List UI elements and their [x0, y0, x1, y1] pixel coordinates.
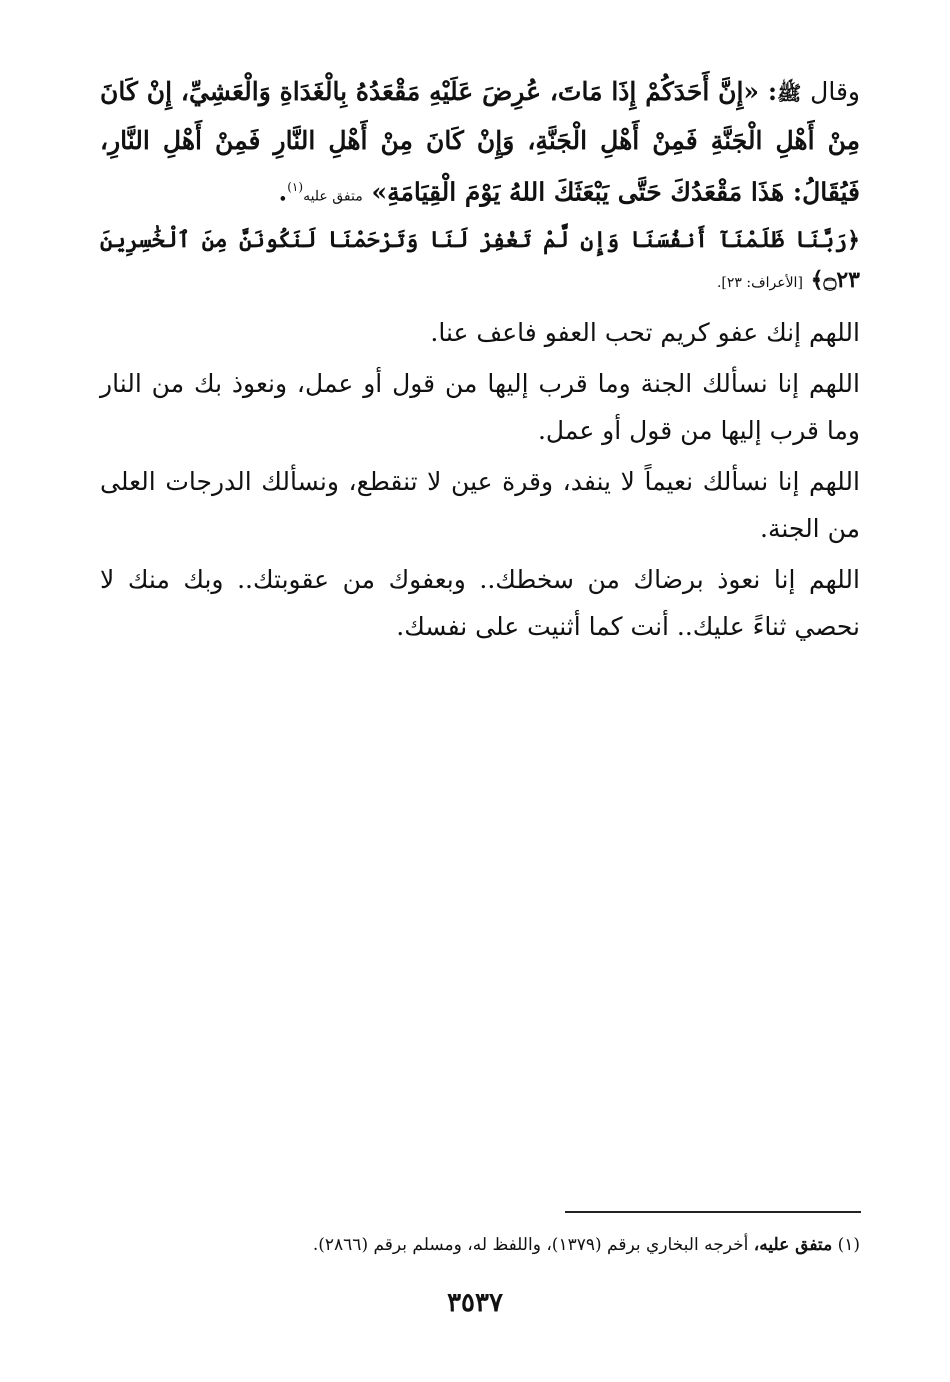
quran-verse [100, 220, 860, 303]
main-text [100, 68, 860, 654]
verse-reference: [الأعراف: ٢٣]. [716, 275, 803, 292]
dua-paragraph: اللهم إنا نسألك الجنة وما قرب إليها من قول أو عمل، ونعوذ بك من النار وما قرب إليها من قول أو عمل. [100, 369, 860, 446]
hadith-colon: : [767, 77, 778, 106]
salawat-symbol: ﷺ [777, 81, 802, 105]
dua-paragraph: اللهم إنا نعوذ برضاك من سخطك.. وبعفوك من عقوبتك.. وبك منك لا نحصي ثناءً عليك.. أنت كما أثنيت على نفسك. [100, 565, 860, 642]
footnote-text: أخرجه البخاري برقم (١٣٧٩)، واللفظ له، ومسلم برقم (٢٨٦٦). [312, 1235, 749, 1255]
hadith-paragraph: وقال ﷺ: «إِنَّ أَحَدَكُمْ إِذَا مَاتَ، عُرِضَ عَلَيْهِ مَقْعَدُهُ بِالْغَدَاةِ وَالْعَشِيِّ، إِنْ كَانَ مِنْ أَهْلِ الْجَنَّةِ فَمِنْ أَهْلِ الْجَنَّةِ، وَإِنْ كَانَ مِنْ أَهْلِ النَّارِ فَمِنْ أَهْلِ النَّارِ، فَيُقَالُ: هَذَا مَقْعَدُكَ حَتَّى يَبْعَثَكَ اللهُ يَوْمَ الْقِيَامَةِ» متفق عليه$^{(١)}$. [100, 77, 860, 207]
footnote-lead: متفق عليه، [753, 1235, 833, 1255]
dua-paragraph: اللهم إنا نسألك نعيماً لا ينفد، وقرة عين لا تنقطع، ونسألك الدرجات العلى من الجنة. [100, 467, 860, 544]
page-number: ٣٥٣٧ [447, 1288, 503, 1318]
hadith-grading: متفق عليه [303, 188, 363, 205]
footnote-number: (١) [837, 1235, 860, 1255]
hadith-text: «إِنَّ أَحَدَكُمْ إِذَا مَاتَ، عُرِضَ عَلَيْهِ مَقْعَدُهُ بِالْغَدَاةِ وَالْعَشِيِّ، إِنْ كَانَ مِنْ أَهْلِ الْجَنَّةِ فَمِنْ أَهْلِ الْجَنَّةِ، وَإِنْ كَانَ مِنْ أَهْلِ النَّارِ فَمِنْ أَهْلِ النَّارِ، فَيُقَالُ: هَذَا مَقْعَدُكَ حَتَّى يَبْعَثَكَ اللهُ يَوْمَ الْقِيَامَةِ» [100, 77, 860, 207]
dua-paragraph: اللهم إنك عفو كريم تحب العفو فاعف عنا. [430, 318, 860, 348]
hadith-lead: وقال [810, 77, 860, 106]
verse-text: ﴿رَبَّنَا ظَلَمْنَآ أَنفُسَنَا وَإِن لَّمْ تَغْفِرْ لَنَا وَتَرْحَمْنَا لَنَكُونَنَّ مِنَ ٱلْخَٰسِرِينَ ۝٢٣﴾ [100, 227, 860, 294]
footnote-marker: (١) [287, 180, 304, 194]
footnote [100, 1232, 860, 1258]
footnote-divider [565, 1211, 861, 1213]
